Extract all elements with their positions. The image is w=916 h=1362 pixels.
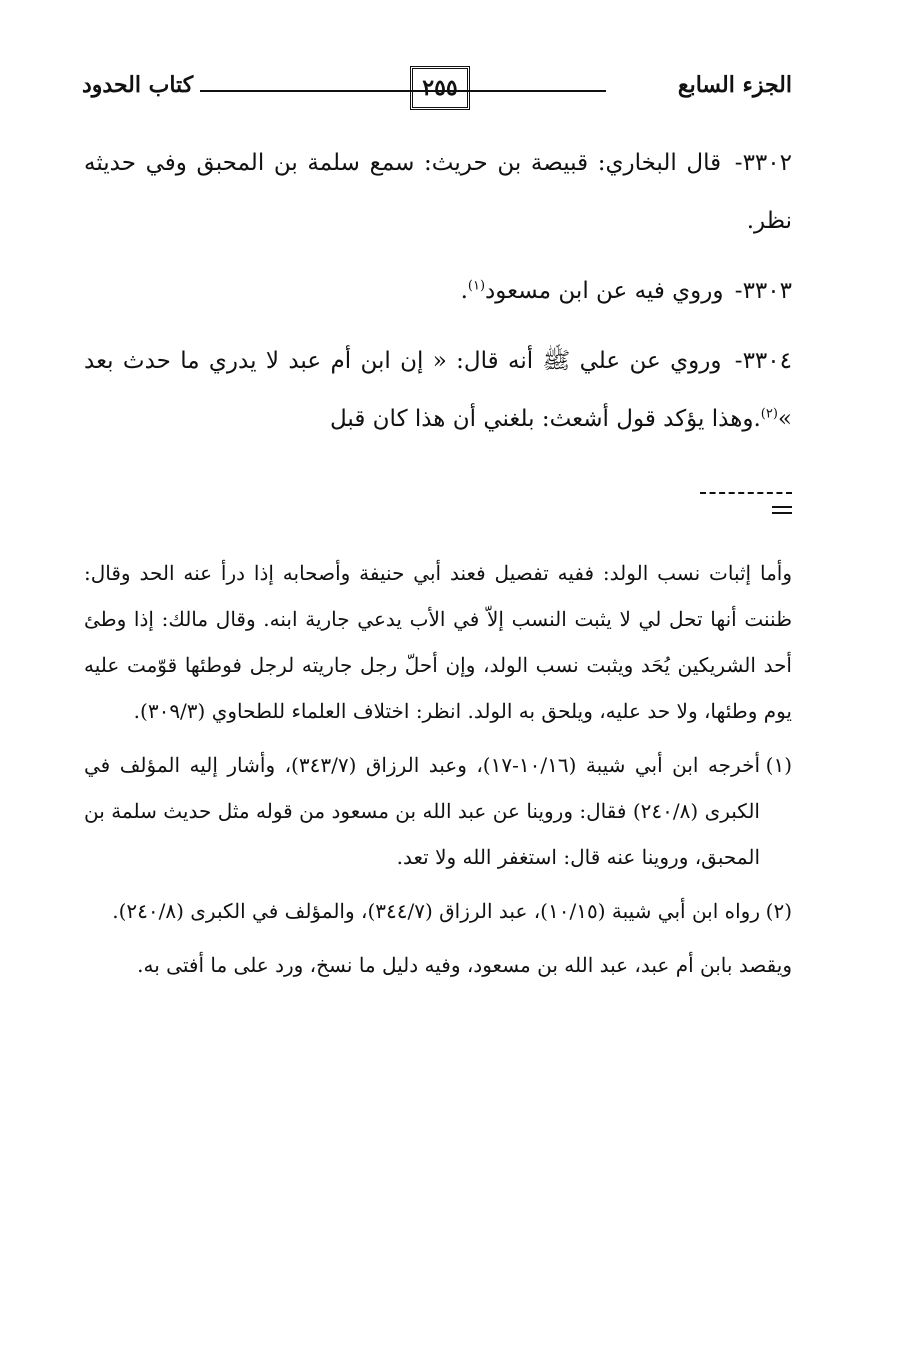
page-number-box: [410, 66, 470, 110]
running-header: [82, 66, 792, 114]
paragraph-text: قال البخاري: قبيصة بن حريث: سمع سلمة بن المحبق وفي حديثه نظر.: [84, 150, 792, 234]
footnote-text: أخرجه ابن أبي شيبة (١٠/١٦-١٧)، وعبد الرزاق (٣٤٣/٧)، وأشار إليه المؤلف في الكبرى (٢٤٠/٨) فقال: وروينا عن عبد الله بن مسعود من قوله مثل حديث سلمة بن المحبق، وروينا عنه قال: استغفر الله ولا تعد.: [84, 753, 760, 869]
footnote-2-extra: ويقصد بابن أم عبد، عبد الله بن مسعود، وفيه دليل ما نسخ، ورد على ما أفتى به.: [137, 953, 792, 977]
footnote-2: [84, 888, 792, 934]
footnotes: [84, 550, 792, 988]
volume-title: الجزء السابع: [677, 72, 792, 98]
header-rule-left: [200, 90, 490, 92]
footnote-mark: (١): [765, 753, 792, 777]
footnote-ref-1: (١): [467, 278, 486, 294]
footnote-text: رواه ابن أبي شيبة (١٠/١٥)، عبد الرزاق (٣٤٤/٧)، والمؤلف في الكبرى (٢٤٠/٨).: [112, 899, 760, 923]
paragraph-3302: [84, 134, 792, 250]
footnote-ref-2: (٢): [760, 406, 778, 422]
hadith-number: ٣٣٠٢-: [734, 150, 792, 176]
page-number: ٢٥٥: [422, 75, 458, 101]
footnote-continuation: وأما إثبات نسب الولد: ففيه تفصيل فعند أبي حنيفة وأصحابه إذا درأ عنه الحد وقال: ظننت أنها تحل لي لا يثبت النسب إلاّ في الأب يدعي جارية ابنه. وقال مالك: إذا وطئ أحد الشريكين يُحَد ويثبت نسب الولد، وإن أحلّ رجل جاريته لرجل فوطئها قوّمت عليه يوم وطئها، ولا حد عليه، ويلحق به الولد. انظر: اختلاف العلماء للطحاوي (٣٠٩/٣).: [84, 561, 792, 723]
book-title: كتاب الحدود: [82, 72, 194, 98]
footnote-divider: [700, 492, 792, 494]
paragraph-text: وروي فيه عن ابن مسعود: [485, 278, 724, 304]
hadith-number: ٣٣٠٣-: [734, 278, 792, 304]
paragraph-3303: [84, 262, 792, 320]
hadith-number: ٣٣٠٤-: [734, 348, 792, 374]
paragraph-end: .: [460, 278, 468, 304]
paragraph-end: .وهذا يؤكد قول أشعث: بلغني أن هذا كان قبل: [330, 406, 761, 432]
footnote-1: [84, 742, 792, 880]
main-text: [84, 134, 792, 448]
footnote-mark: (٢): [765, 899, 792, 923]
paragraph-3304: [84, 332, 792, 448]
divider-dashes: [700, 492, 792, 494]
divider-equals: [772, 506, 792, 518]
paragraph-text: وروي عن علي ﷺ أنه قال: « إن ابن أم عبد لا يدري ما حدث بعد »: [84, 348, 792, 432]
